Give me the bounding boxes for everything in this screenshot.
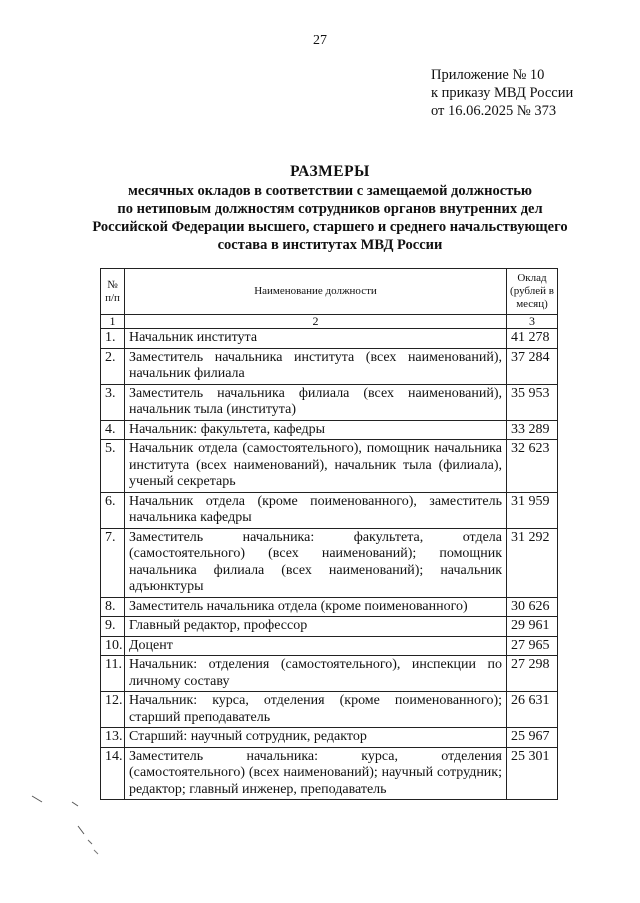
row-position: Заместитель начальника: курса, отделения (самостоятельного) (всех наименований); научный сотрудник; редактор; главный инженер, преподаватель — [125, 747, 507, 800]
row-position: Начальник: отделения (самостоятельного), инспекции по личному составу — [125, 656, 507, 692]
heading-line-2: по нетиповым должностям сотрудников органов внутренних дел — [117, 201, 543, 217]
heading-line-3: Российской Федерации высшего, старшего и среднего начальствующего — [92, 219, 568, 235]
row-position: Начальник отдела (самостоятельного), помощник начальника института (всех наименований), начальник тыла (филиала), ученый секретарь — [125, 440, 507, 493]
appendix-line-3: от 16.06.2025 № 373 — [431, 103, 557, 119]
table-row — [101, 440, 558, 493]
row-salary: 25 967 — [507, 728, 558, 748]
row-salary: 25 301 — [507, 747, 558, 800]
row-position: Заместитель начальника филиала (всех наименований), начальник тыла (института) — [125, 384, 507, 420]
row-position: Начальник: факультета, кафедры — [125, 420, 507, 440]
row-salary: 35 953 — [507, 384, 558, 420]
row-number: 12. — [101, 692, 125, 728]
row-position: Начальник института — [125, 329, 507, 349]
table-row — [101, 636, 558, 656]
row-number: 4. — [101, 420, 125, 440]
index-col-2: 2 — [125, 315, 507, 329]
row-number: 1. — [101, 329, 125, 349]
table-index-row — [101, 315, 558, 329]
table-row — [101, 656, 558, 692]
row-number: 8. — [101, 597, 125, 617]
row-number: 14. — [101, 747, 125, 800]
table-row — [101, 420, 558, 440]
header-number: № п/п — [101, 269, 125, 315]
document-heading — [60, 163, 600, 254]
row-salary: 27 965 — [507, 636, 558, 656]
row-number: 11. — [101, 656, 125, 692]
row-position: Начальник: курса, отделения (кроме поименованного); старший преподаватель — [125, 692, 507, 728]
row-salary: 37 284 — [507, 348, 558, 384]
table-row — [101, 617, 558, 637]
heading-line-1: месячных окладов в соответствии с замещаемой должностью — [127, 183, 533, 199]
table-row — [101, 747, 558, 800]
heading-line-4: состава в институтах МВД России — [217, 237, 443, 253]
row-position: Заместитель начальника: факультета, отдела (самостоятельного) (всех наименований); помощник начальника филиала (всех наименований); начальник адъюнктуры — [125, 528, 507, 597]
index-col-1: 1 — [101, 315, 125, 329]
index-col-3: 3 — [507, 315, 558, 329]
row-salary: 31 959 — [507, 492, 558, 528]
row-number: 6. — [101, 492, 125, 528]
row-salary: 33 289 — [507, 420, 558, 440]
table-row — [101, 728, 558, 748]
row-number: 10. — [101, 636, 125, 656]
row-position: Главный редактор, профессор — [125, 617, 507, 637]
row-number: 9. — [101, 617, 125, 637]
appendix-line-1: Приложение № 10 — [431, 67, 545, 83]
row-number: 7. — [101, 528, 125, 597]
row-position: Заместитель начальника отдела (кроме поименованного) — [125, 597, 507, 617]
scan-marks — [28, 790, 128, 880]
appendix-line-2: к приказу МВД России — [431, 85, 574, 101]
table-row — [101, 528, 558, 597]
table-row — [101, 492, 558, 528]
appendix-block — [431, 66, 573, 120]
table-header-row — [101, 269, 558, 315]
row-salary: 32 623 — [507, 440, 558, 493]
row-number: 5. — [101, 440, 125, 493]
table-row — [101, 384, 558, 420]
row-salary: 29 961 — [507, 617, 558, 637]
table-row — [101, 692, 558, 728]
row-position: Старший: научный сотрудник, редактор — [125, 728, 507, 748]
row-salary: 41 278 — [507, 329, 558, 349]
row-position: Начальник отдела (кроме поименованного), заместитель начальника кафедры — [125, 492, 507, 528]
row-salary: 30 626 — [507, 597, 558, 617]
row-number: 3. — [101, 384, 125, 420]
row-salary: 26 631 — [507, 692, 558, 728]
row-position: Доцент — [125, 636, 507, 656]
row-number: 2. — [101, 348, 125, 384]
salary-table — [100, 268, 558, 800]
header-position: Наименование должности — [125, 269, 507, 315]
row-salary: 27 298 — [507, 656, 558, 692]
row-salary: 31 292 — [507, 528, 558, 597]
header-salary: Оклад (рублей в месяц) — [507, 269, 558, 315]
table-row — [101, 348, 558, 384]
row-position: Заместитель начальника института (всех наименований), начальник филиала — [125, 348, 507, 384]
table-row — [101, 597, 558, 617]
page-number: 27 — [313, 33, 327, 48]
document-title: РАЗМЕРЫ — [290, 163, 370, 180]
row-number: 13. — [101, 728, 125, 748]
table-row — [101, 329, 558, 349]
